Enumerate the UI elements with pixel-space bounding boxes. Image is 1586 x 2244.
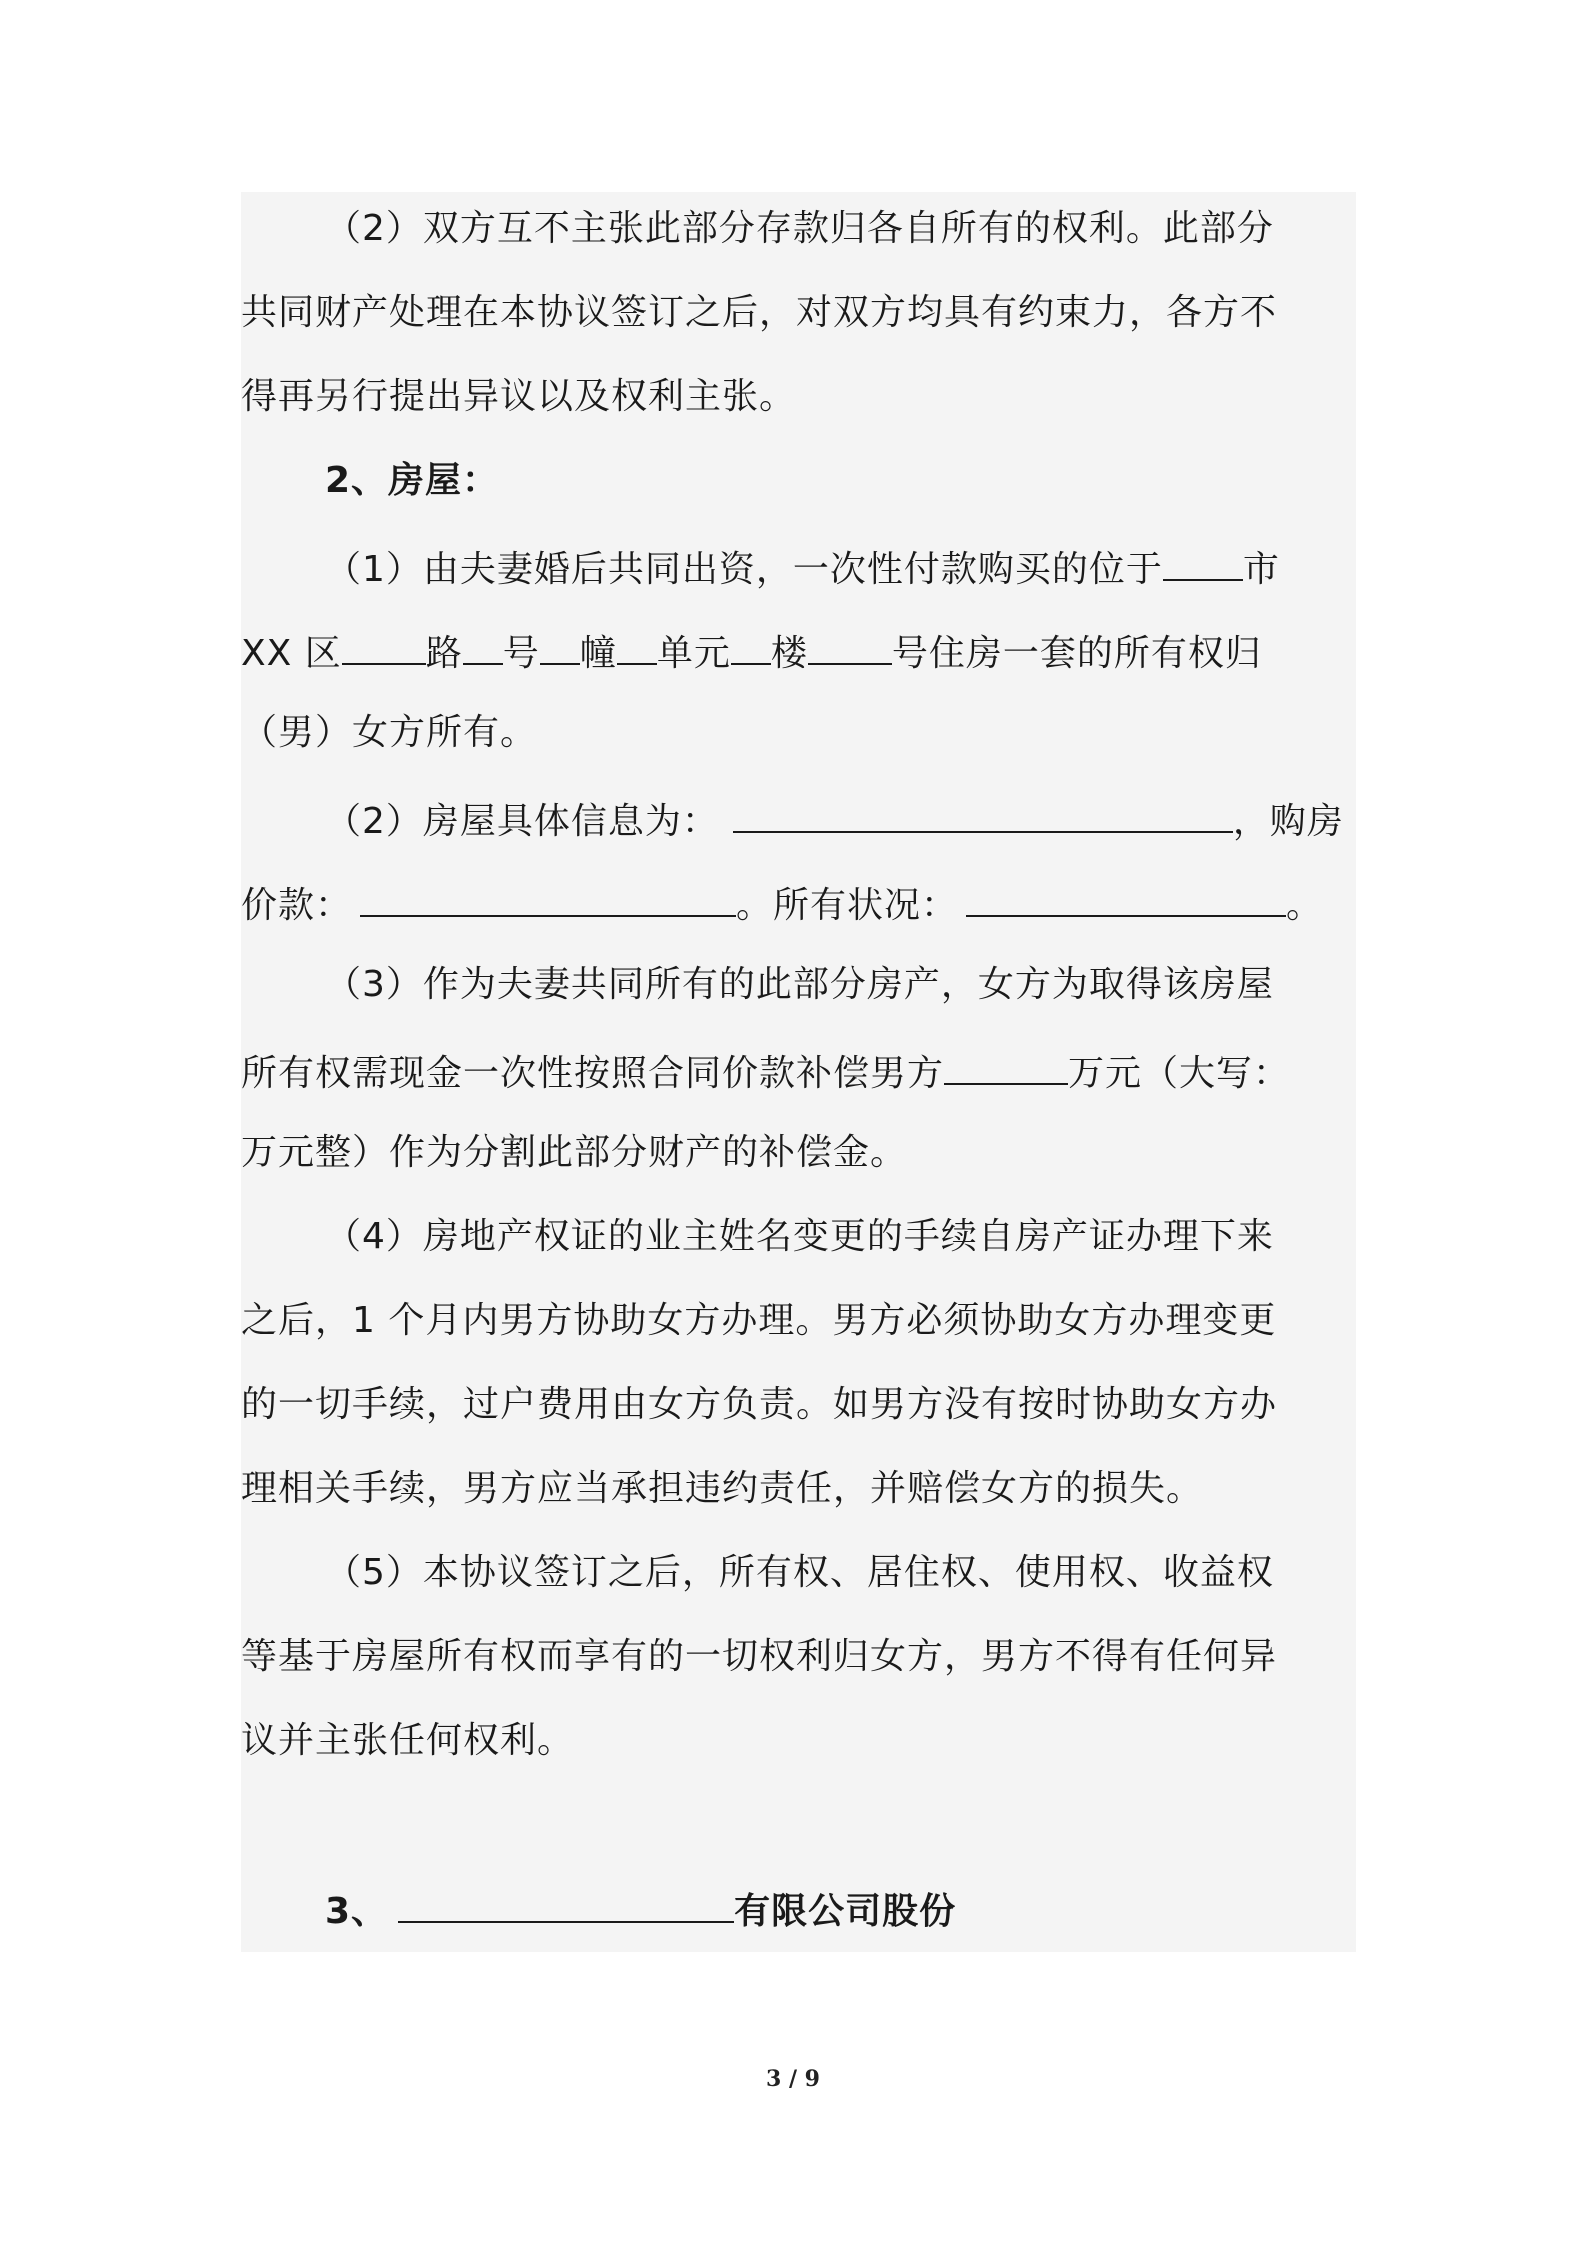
paragraph-line: （5）本协议签订之后，所有权、居住权、使用权、收益权	[325, 1552, 1274, 1593]
paragraph-line: （2）双方互不主张此部分存款归各自所有的权利。此部分	[325, 208, 1274, 249]
text-span: 路	[425, 633, 463, 674]
fill-blank-number[interactable]	[540, 619, 580, 665]
text-span: 3、	[325, 1891, 389, 1932]
paragraph-line	[241, 871, 1361, 931]
fill-blank-district[interactable]	[342, 619, 426, 665]
text-span: （1）由夫妻婚后共同出资，一次性付款购买的位于	[325, 549, 1163, 590]
text-span: 市	[1242, 549, 1280, 590]
paragraph-line	[325, 535, 1445, 595]
section-heading-house: 2、房屋：	[325, 460, 500, 501]
paragraph-line: 得再另行提出异议以及权利主张。	[241, 376, 797, 417]
page-number: 3 / 9	[766, 2066, 820, 2092]
text-span: 楼	[770, 633, 808, 674]
fill-blank-building[interactable]	[617, 619, 657, 665]
fill-blank-floor[interactable]	[808, 619, 892, 665]
fill-blank-price[interactable]	[360, 871, 736, 917]
fill-blank-compensation[interactable]	[944, 1039, 1068, 1085]
fill-blank-company-name[interactable]	[398, 1877, 734, 1923]
section-heading-company	[325, 1877, 1445, 1937]
text-span: ，购房	[1232, 801, 1344, 842]
fill-blank-city[interactable]	[1163, 535, 1243, 581]
fill-blank-ownership-status[interactable]	[966, 871, 1286, 917]
paragraph-line: 之后，1 个月内男方协助女方办理。男方必须协助女方办理变更	[241, 1300, 1277, 1341]
text-span: 价款：	[241, 885, 353, 926]
text-span: 。	[1286, 885, 1324, 926]
text-span: 号	[502, 633, 540, 674]
text-span: 所有权需现金一次性按照合同价款补偿男方	[241, 1053, 945, 1094]
paragraph-line: 的一切手续，过户费用由女方负责。如男方没有按时协助女方办	[241, 1384, 1278, 1425]
paragraph-line: 议并主张任何权利。	[241, 1720, 575, 1761]
paragraph-line: （4）房地产权证的业主姓名变更的手续自房产证办理下来	[325, 1216, 1274, 1257]
paragraph-line	[241, 1039, 1361, 1099]
paragraph-line	[241, 619, 1361, 679]
paragraph-line: 共同财产处理在本协议签订之后，对双方均具有约束力，各方不	[241, 292, 1278, 333]
text-span: 号住房一套的所有权归	[891, 633, 1262, 674]
fill-blank-unit[interactable]	[731, 619, 771, 665]
fill-blank-road[interactable]	[463, 619, 503, 665]
fill-blank-house-info[interactable]	[733, 787, 1233, 833]
text-span: XX 区	[241, 633, 342, 674]
text-span: 。所有状况：	[736, 885, 959, 926]
text-span: 有限公司股份	[734, 1891, 957, 1932]
paragraph-line: 理相关手续，男方应当承担违约责任，并赔偿女方的损失。	[241, 1468, 1204, 1509]
text-span: 幢	[579, 633, 617, 674]
paragraph-line: （3）作为夫妻共同所有的此部分房产，女方为取得该房屋	[325, 964, 1274, 1005]
paragraph-line: 等基于房屋所有权而享有的一切权利归女方，男方不得有任何异	[241, 1636, 1278, 1677]
paragraph-line	[325, 787, 1445, 847]
text-span: 万元（大写：	[1068, 1053, 1291, 1094]
paragraph-line: 万元整）作为分割此部分财产的补偿金。	[241, 1132, 908, 1173]
paragraph-line: （男）女方所有。	[241, 712, 538, 753]
text-span: 单元	[656, 633, 731, 674]
text-span: （2）房屋具体信息为：	[325, 801, 719, 842]
